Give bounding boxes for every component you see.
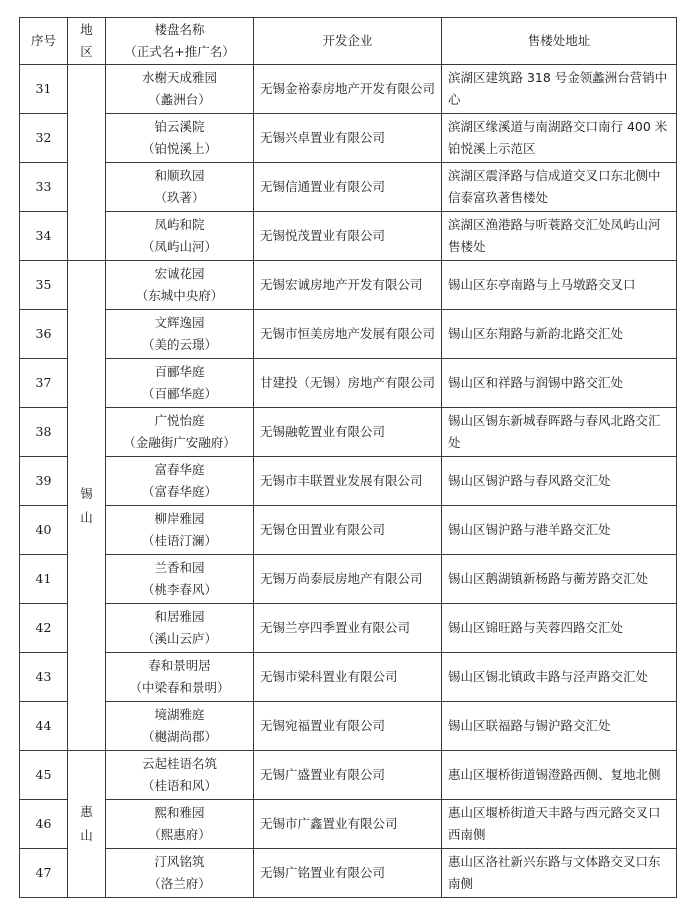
sales-office-address-cell: 惠山区堰桥街道锡澄路西侧、复地北侧 <box>442 751 677 800</box>
project-name-cell <box>106 800 254 849</box>
region-cell <box>68 261 106 751</box>
project-name-cell <box>106 702 254 751</box>
sales-office-address-cell: 滨湖区渔港路与听蓑路交汇处凤屿山河售楼处 <box>442 212 677 261</box>
project-promo-name: （桃李春风） <box>141 582 217 597</box>
project-promo-name: （凤屿山河） <box>141 239 217 254</box>
sales-office-address-cell: 滨湖区震泽路与信成道交叉口东北侧中信泰富玖著售楼处 <box>442 163 677 212</box>
region-char: 锡 <box>80 485 93 501</box>
row-seq: 32 <box>20 114 68 163</box>
table-row <box>20 114 677 163</box>
project-name-cell <box>106 653 254 702</box>
row-seq: 40 <box>20 506 68 555</box>
row-seq: 37 <box>20 359 68 408</box>
project-official-name: 柳岸雅园 <box>154 511 205 526</box>
project-name-cell <box>106 212 254 261</box>
table-row <box>20 359 677 408</box>
table-row <box>20 653 677 702</box>
header-region <box>68 18 106 65</box>
project-name-cell <box>106 555 254 604</box>
sales-office-address-cell: 锡山区东亭南路与上马墩路交叉口 <box>442 261 677 310</box>
project-official-name: 境湖雅庭 <box>154 707 205 722</box>
table-row <box>20 310 677 359</box>
project-name-cell <box>106 506 254 555</box>
row-seq: 46 <box>20 800 68 849</box>
sales-office-address-cell: 锡山区联福路与锡沪路交汇处 <box>442 702 677 751</box>
region-char: 山 <box>80 828 93 843</box>
housing-table <box>19 17 677 898</box>
project-official-name: 广悦怡庭 <box>154 413 205 428</box>
project-official-name: 和顺玖园 <box>154 168 205 183</box>
row-seq: 47 <box>20 849 68 898</box>
project-official-name: 云起桂语名筑 <box>141 756 217 771</box>
developer-cell: 无锡市恒美房地产发展有限公司 <box>254 310 442 359</box>
header-name-line: 楼盘名称 <box>154 22 205 37</box>
project-official-name: 兰香和园 <box>154 560 205 575</box>
sales-office-address-cell: 锡山区东翔路与新韵北路交汇处 <box>442 310 677 359</box>
project-official-name: 凤屿和院 <box>154 217 205 232</box>
table-row <box>20 212 677 261</box>
project-official-name: 水榭天成雅园 <box>141 70 217 85</box>
header-seq: 序号 <box>20 18 68 65</box>
project-promo-name: （东城中央府） <box>135 288 224 303</box>
developer-cell: 无锡融乾置业有限公司 <box>254 408 442 457</box>
project-name-cell <box>106 751 254 800</box>
row-seq: 38 <box>20 408 68 457</box>
project-promo-name: （百郦华庭） <box>141 386 217 401</box>
table-row <box>20 408 677 457</box>
sales-office-address-cell: 锡山区锡沪路与春风路交汇处 <box>442 457 677 506</box>
project-promo-name: （铂悦溪上） <box>141 141 217 156</box>
project-official-name: 春和景明居 <box>148 658 211 673</box>
developer-cell: 无锡仓田置业有限公司 <box>254 506 442 555</box>
sales-office-address-cell: 锡山区锡东新城春晖路与春风北路交汇处 <box>442 408 677 457</box>
table-row <box>20 65 677 114</box>
header-region-char: 区 <box>80 44 93 59</box>
project-promo-name: （金融街广安融府） <box>123 435 236 450</box>
project-name-cell <box>106 359 254 408</box>
header-name <box>106 18 254 65</box>
project-official-name: 汀风铭筑 <box>154 854 205 869</box>
region-char: 惠 <box>80 804 93 819</box>
sales-office-address-cell: 锡山区锡沪路与港羊路交汇处 <box>442 506 677 555</box>
project-official-name: 熙和雅园 <box>154 805 205 820</box>
row-seq: 34 <box>20 212 68 261</box>
developer-cell: 无锡兰亭四季置业有限公司 <box>254 604 442 653</box>
header-developer: 开发企业 <box>254 18 442 65</box>
row-seq: 41 <box>20 555 68 604</box>
region-cell <box>68 751 106 898</box>
developer-cell: 无锡市丰联置业发展有限公司 <box>254 457 442 506</box>
sales-office-address-cell: 惠山区洛社新兴东路与文体路交叉口东南侧 <box>442 849 677 898</box>
developer-cell: 无锡金裕泰房地产开发有限公司 <box>254 65 442 114</box>
project-promo-name: （蠡洲台） <box>148 92 211 107</box>
table-row <box>20 702 677 751</box>
row-seq: 36 <box>20 310 68 359</box>
table-row <box>20 849 677 898</box>
project-official-name: 铂云溪院 <box>154 119 205 134</box>
project-name-cell <box>106 261 254 310</box>
project-name-cell <box>106 114 254 163</box>
region-char: 山 <box>80 509 93 525</box>
project-name-cell <box>106 163 254 212</box>
table-row <box>20 555 677 604</box>
row-seq: 35 <box>20 261 68 310</box>
table-row <box>20 800 677 849</box>
developer-cell: 无锡宏诚房地产开发有限公司 <box>254 261 442 310</box>
project-promo-name: （桂语和风） <box>141 778 217 793</box>
project-name-cell <box>106 604 254 653</box>
project-name-cell <box>106 849 254 898</box>
row-seq: 33 <box>20 163 68 212</box>
row-seq: 31 <box>20 65 68 114</box>
project-official-name: 和居雅园 <box>154 609 205 624</box>
table-body <box>20 65 677 898</box>
project-promo-name: （美的云璟） <box>141 337 217 352</box>
region-cell <box>68 65 106 261</box>
table-row <box>20 261 677 310</box>
developer-cell: 无锡广铭置业有限公司 <box>254 849 442 898</box>
developer-cell: 无锡万尚泰辰房地产有限公司 <box>254 555 442 604</box>
table-row <box>20 457 677 506</box>
project-promo-name: （富春华庭） <box>141 484 217 499</box>
project-promo-name: （玖著） <box>154 190 205 205</box>
project-promo-name: （中梁春和景明） <box>129 680 230 695</box>
header-region-char: 地 <box>80 22 93 37</box>
sales-office-address-cell: 锡山区锦旺路与芙蓉四路交汇处 <box>442 604 677 653</box>
project-promo-name: （熙惠府） <box>148 827 211 842</box>
developer-cell: 无锡市广鑫置业有限公司 <box>254 800 442 849</box>
developer-cell: 无锡兴卓置业有限公司 <box>254 114 442 163</box>
row-seq: 43 <box>20 653 68 702</box>
developer-cell: 无锡广盛置业有限公司 <box>254 751 442 800</box>
developer-cell: 无锡市梁科置业有限公司 <box>254 653 442 702</box>
sales-office-address-cell: 锡山区鹅湖镇新杨路与蘅芳路交汇处 <box>442 555 677 604</box>
project-promo-name: （洛兰府） <box>148 876 211 891</box>
header-address: 售楼处地址 <box>442 18 677 65</box>
table-row <box>20 604 677 653</box>
sales-office-address-cell: 锡山区和祥路与润锡中路交汇处 <box>442 359 677 408</box>
developer-cell: 无锡悦茂置业有限公司 <box>254 212 442 261</box>
project-promo-name: （溪山云庐） <box>141 631 217 646</box>
developer-cell: 无锡宛福置业有限公司 <box>254 702 442 751</box>
project-name-cell <box>106 65 254 114</box>
project-official-name: 宏诚花园 <box>154 266 205 281</box>
header-name-line: （正式名+推广名） <box>124 44 235 59</box>
sales-office-address-cell: 惠山区堰桥街道天丰路与西元路交叉口西南侧 <box>442 800 677 849</box>
project-name-cell <box>106 408 254 457</box>
developer-cell: 无锡信通置业有限公司 <box>254 163 442 212</box>
project-promo-name: （樾湖尚郡） <box>141 729 217 744</box>
project-official-name: 富春华庭 <box>154 462 205 477</box>
project-promo-name: （桂语汀澜） <box>141 533 217 548</box>
row-seq: 45 <box>20 751 68 800</box>
row-seq: 44 <box>20 702 68 751</box>
project-name-cell <box>106 457 254 506</box>
project-official-name: 文辉逸园 <box>154 315 205 330</box>
table-row <box>20 163 677 212</box>
sales-office-address-cell: 滨湖区缘溪道与南湖路交口南行 400 米 铂悦溪上示范区 <box>442 114 677 163</box>
sales-office-address-cell: 滨湖区建筑路 318 号金领蠡洲台营销中心 <box>442 65 677 114</box>
sales-office-address-cell: 锡山区锡北镇政丰路与泾声路交汇处 <box>442 653 677 702</box>
project-name-cell <box>106 310 254 359</box>
row-seq: 39 <box>20 457 68 506</box>
developer-cell: 甘建投（无锡）房地产有限公司 <box>254 359 442 408</box>
header-row <box>20 18 677 65</box>
row-seq: 42 <box>20 604 68 653</box>
project-official-name: 百郦华庭 <box>154 364 205 379</box>
table-row <box>20 506 677 555</box>
table-row <box>20 751 677 800</box>
